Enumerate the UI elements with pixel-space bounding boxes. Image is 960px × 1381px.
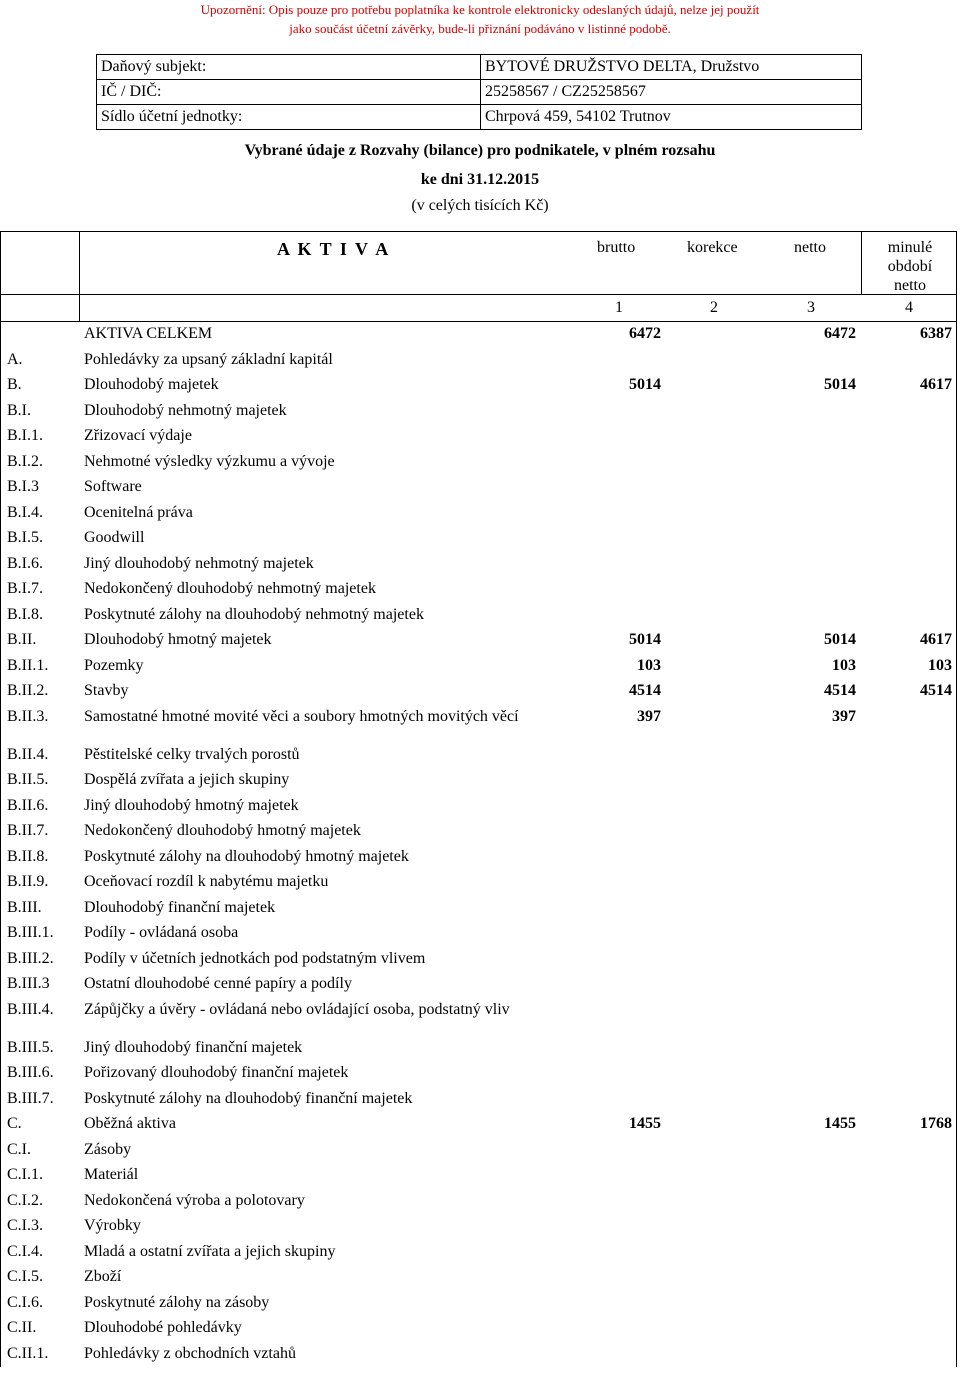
row-code: B.I.8. — [7, 605, 43, 623]
table-row — [0, 1265, 957, 1291]
row-netto: 103 — [832, 656, 856, 674]
table-row — [0, 1036, 957, 1062]
subject-row — [97, 105, 862, 130]
table-row — [0, 475, 957, 501]
row-name: Jiný dlouhodobý finanční majetek — [84, 1038, 303, 1056]
row-name: Zásoby — [84, 1140, 132, 1158]
row-name: Jiný dlouhodobý nehmotný majetek — [84, 554, 314, 572]
row-name: Pohledávky z obchodních vztahů — [84, 1344, 296, 1362]
table-row — [0, 501, 957, 527]
table-row — [0, 1240, 957, 1266]
row-name: Poskytnuté zálohy na dlouhodobý hmotný majetek — [84, 847, 409, 865]
row-code: C.I.2. — [7, 1191, 43, 1209]
row-brutto: 5014 — [629, 376, 661, 393]
table-row — [0, 705, 957, 743]
table-row — [0, 373, 957, 399]
row-netto: 397 — [832, 707, 856, 725]
row-name: Samostatné hmotné movité věci a soubory hmotných movitých věcí — [84, 707, 519, 725]
table-row — [0, 654, 957, 680]
table-row — [0, 896, 957, 922]
row-code: B.I. — [7, 401, 31, 419]
row-code: B.III.6. — [7, 1064, 54, 1081]
subject-table — [96, 54, 862, 130]
row-brutto: 5014 — [629, 631, 661, 648]
row-code: B.II. — [7, 631, 37, 648]
row-name: Výrobky — [84, 1217, 141, 1234]
table-row — [0, 819, 957, 845]
table-row — [0, 679, 957, 705]
row-name: Pozemky — [84, 656, 144, 674]
warning-line-2: jako součást účetní závěrky, bude-li přiznání podáváno v listinné podobě. — [289, 21, 671, 36]
table-row — [0, 450, 957, 476]
row-name: Dlouhodobý nehmotný majetek — [84, 401, 287, 419]
row-code: B.II.4. — [7, 745, 49, 763]
row-name: Poskytnuté zálohy na zásoby — [84, 1293, 270, 1311]
row-code: A. — [7, 350, 23, 368]
table-row — [0, 1214, 957, 1240]
warning-line-1: Upozornění: Opis pouze pro potřebu poplatníka ke kontrole elektronicky odeslaných údajů, nelze jej použít — [200, 2, 760, 17]
row-name: Materiál — [84, 1166, 139, 1183]
table-row — [0, 947, 957, 973]
row-minule: 4617 — [920, 631, 952, 648]
row-brutto: 4514 — [629, 682, 661, 699]
row-minule: 4617 — [920, 376, 952, 393]
row-code: C.I.5. — [7, 1268, 43, 1285]
table-row — [0, 845, 957, 871]
row-minule: 103 — [928, 656, 952, 674]
column-number-3: 3 — [807, 299, 815, 316]
row-code: C.I.4. — [7, 1242, 43, 1260]
row-netto: 4514 — [824, 682, 856, 699]
table-row — [0, 998, 957, 1036]
row-code: C.I.1. — [7, 1166, 43, 1183]
row-code: B.I.5. — [7, 529, 43, 546]
row-name: Podíly - ovládaná osoba — [84, 924, 239, 941]
report-title: Vybrané údaje z Rozvahy (bilance) pro podnikatele, v plném rozsahu — [244, 142, 716, 159]
row-minule: 6387 — [920, 325, 952, 342]
balance-rows — [0, 322, 957, 1367]
row-name: Ostatní dlouhodobé cenné papíry a podíly — [84, 975, 352, 992]
row-name: Nedokončený dlouhodobý hmotný majetek — [84, 822, 361, 839]
table-row — [0, 1189, 957, 1215]
row-name: AKTIVA CELKEM — [84, 325, 213, 342]
row-code: B.III. — [7, 898, 42, 916]
row-name: Pořizovaný dlouhodobý finanční majetek — [84, 1064, 349, 1081]
table-row — [0, 628, 957, 654]
row-name: Stavby — [84, 682, 129, 699]
table-row — [0, 1342, 957, 1368]
table-row — [0, 1087, 957, 1113]
table-row — [0, 424, 957, 450]
column-number-4: 4 — [905, 299, 913, 316]
row-name: Goodwill — [84, 529, 145, 546]
header-minule-line1: minulé — [887, 239, 933, 256]
row-name: Nedokončený dlouhodobý nehmotný majetek — [84, 580, 376, 597]
row-name: Dospělá zvířata a jejich skupiny — [84, 771, 290, 788]
row-netto: 5014 — [824, 376, 856, 393]
table-row — [0, 322, 957, 348]
header-minule-line3: netto — [894, 277, 926, 294]
header-aktiva: A K T I V A — [277, 239, 391, 259]
row-brutto: 1455 — [629, 1115, 661, 1132]
header-korekce: korekce — [687, 239, 738, 256]
table-row — [0, 526, 957, 552]
row-name: Dlouhodobé pohledávky — [84, 1319, 242, 1336]
row-name: Software — [84, 478, 142, 495]
subject-label: Sídlo účetní jednotky: — [97, 105, 481, 130]
row-code: B.III.1. — [7, 924, 54, 941]
report-unit: (v celých tisících Kč) — [411, 197, 549, 214]
row-name: Pěstitelské celky trvalých porostů — [84, 745, 300, 763]
column-number-1: 1 — [615, 299, 623, 316]
row-name: Zřizovací výdaje — [84, 427, 192, 444]
table-row — [0, 399, 957, 425]
row-name: Dlouhodobý majetek — [84, 376, 219, 393]
row-code: B.III.7. — [7, 1089, 54, 1107]
table-row — [0, 1316, 957, 1342]
table-row — [0, 743, 957, 769]
row-name: Pohledávky za upsaný základní kapitál — [84, 350, 333, 368]
subject-label: IČ / DIČ: — [97, 80, 481, 105]
row-brutto: 397 — [637, 707, 661, 725]
row-brutto: 6472 — [629, 325, 661, 342]
subject-label: Daňový subjekt: — [97, 55, 481, 80]
subject-value: 25258567 / CZ25258567 — [481, 80, 862, 105]
row-minule: 1768 — [920, 1115, 952, 1132]
header-minule-line2: období — [887, 258, 933, 275]
row-name: Zápůjčky a úvěry - ovládaná nebo ovládající osoba, podstatný vliv — [84, 1000, 510, 1018]
row-name: Oceňovací rozdíl k nabytému majetku — [84, 873, 329, 890]
row-code: C.I.3. — [7, 1217, 43, 1234]
table-row — [0, 1163, 957, 1189]
table-row — [0, 348, 957, 374]
table-header — [0, 231, 957, 294]
table-row — [0, 794, 957, 820]
row-name: Poskytnuté zálohy na dlouhodobý finanční majetek — [84, 1089, 413, 1107]
table-row — [0, 972, 957, 998]
row-name: Nedokončená výroba a polotovary — [84, 1191, 305, 1209]
row-name: Podíly v účetních jednotkách pod podstatným vlivem — [84, 949, 426, 967]
table-row — [0, 552, 957, 578]
row-netto: 6472 — [824, 325, 856, 342]
row-name: Dlouhodobý hmotný majetek — [84, 631, 272, 648]
row-code: B.I.4. — [7, 503, 43, 521]
row-code: C. — [7, 1115, 22, 1132]
warning-notice — [0, 0, 960, 38]
header-brutto: brutto — [597, 239, 636, 256]
row-code: B.II.3. — [7, 707, 49, 725]
row-code: B.I.1. — [7, 427, 43, 444]
row-code: B. — [7, 376, 22, 393]
row-name: Jiný dlouhodobý hmotný majetek — [84, 796, 299, 814]
subject-value: Chrpová 459, 54102 Trutnov — [481, 105, 862, 130]
row-name: Dlouhodobý finanční majetek — [84, 898, 276, 916]
row-code: B.I.7. — [7, 580, 43, 597]
row-name: Nehmotné výsledky výzkumu a vývoje — [84, 452, 335, 470]
header-minule — [863, 238, 957, 295]
table-row — [0, 768, 957, 794]
row-name: Zboží — [84, 1268, 122, 1285]
table-row — [0, 577, 957, 603]
row-name: Poskytnuté zálohy na dlouhodobý nehmotný majetek — [84, 605, 424, 623]
table-row — [0, 921, 957, 947]
row-code: B.II.9. — [7, 873, 49, 890]
table-row — [0, 1138, 957, 1164]
row-code: B.I.6. — [7, 554, 43, 572]
table-row — [0, 603, 957, 629]
column-numbers — [0, 294, 957, 322]
table-row — [0, 1061, 957, 1087]
row-code: B.II.1. — [7, 656, 49, 674]
row-code: B.II.2. — [7, 682, 49, 699]
row-code: C.I.6. — [7, 1293, 43, 1311]
row-code: B.III.2. — [7, 949, 54, 967]
row-code: B.II.6. — [7, 796, 49, 814]
row-code: B.III.5. — [7, 1038, 54, 1056]
row-code: C.I. — [7, 1140, 31, 1158]
row-netto: 1455 — [824, 1115, 856, 1132]
row-minule: 4514 — [920, 682, 952, 699]
row-code: B.III.4. — [7, 1000, 54, 1018]
row-name: Oběžná aktiva — [84, 1115, 176, 1132]
row-code: B.II.5. — [7, 771, 49, 788]
table-row — [0, 1291, 957, 1317]
row-code: B.III.3 — [7, 975, 50, 992]
row-name: Ocenitelná práva — [84, 503, 193, 521]
subject-row — [97, 80, 862, 105]
subject-value: BYTOVÉ DRUŽSTVO DELTA, Družstvo — [481, 55, 862, 80]
row-brutto: 103 — [637, 656, 661, 674]
table-row — [0, 1112, 957, 1138]
row-code: C.II.1. — [7, 1344, 49, 1362]
row-code: B.I.2. — [7, 452, 43, 470]
row-code: B.II.8. — [7, 847, 49, 865]
column-number-2: 2 — [710, 299, 718, 316]
row-code: B.I.3 — [7, 478, 39, 495]
row-code: B.II.7. — [7, 822, 49, 839]
table-row — [0, 870, 957, 896]
row-name: Mladá a ostatní zvířata a jejich skupiny — [84, 1242, 336, 1260]
report-date: ke dni 31.12.2015 — [420, 171, 540, 188]
subject-row — [97, 55, 862, 80]
header-netto: netto — [794, 239, 826, 256]
row-netto: 5014 — [824, 631, 856, 648]
row-code: C.II. — [7, 1319, 37, 1336]
